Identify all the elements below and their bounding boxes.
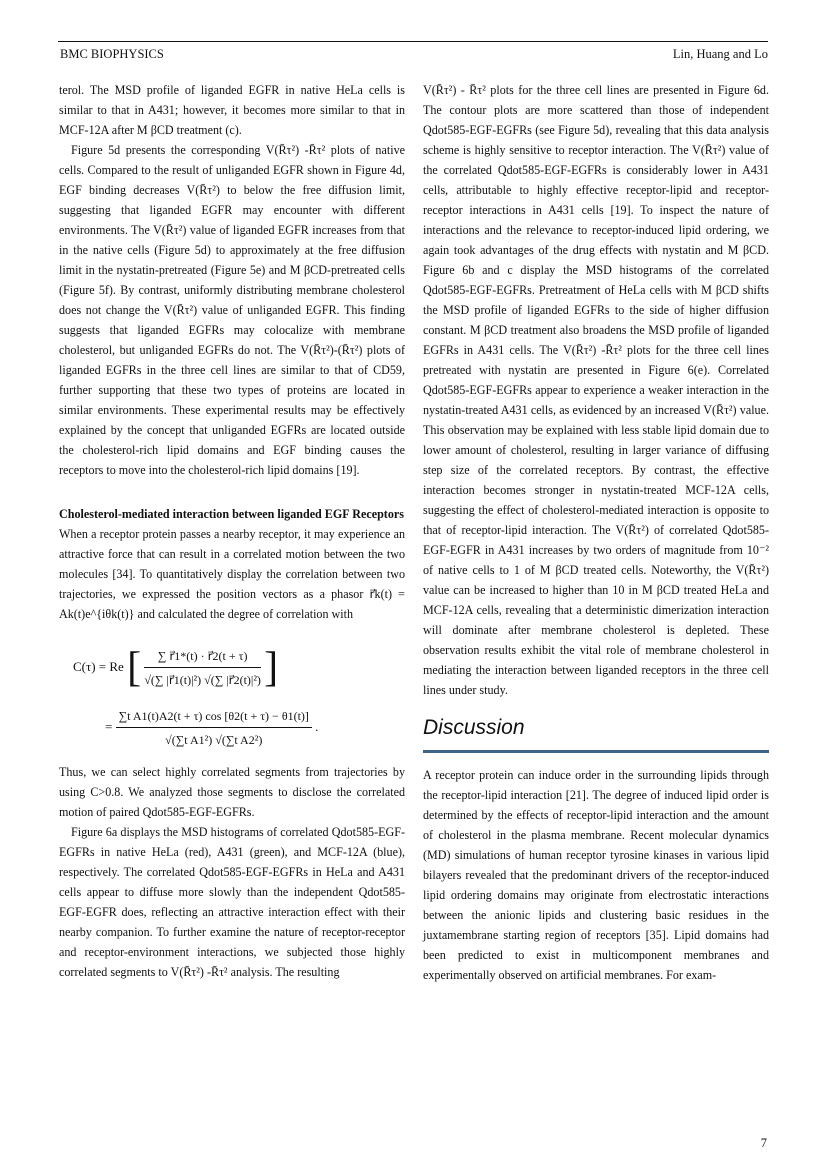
journal-name: BMC BIOPHYSICS <box>60 47 164 61</box>
equation-fraction <box>144 646 261 690</box>
discussion-rule <box>423 750 769 753</box>
bracket-left: [ <box>127 645 142 691</box>
correlation-equation <box>59 632 405 752</box>
equation-fraction <box>116 706 312 750</box>
equation-line-1 <box>73 646 278 690</box>
paragraph: Thus, we can select highly correlated segments from trajectories by using C>0.8. We analyzed those segments to disclose the correlated motion of paired Qdot585-EGF-EGFRs. <box>59 765 405 819</box>
discussion-heading: Discussion <box>423 716 525 739</box>
right-column <box>423 80 769 985</box>
equation-end: . <box>315 718 319 734</box>
fraction-numerator: ∑t A1(t)A2(t + τ) cos [θ2(t + τ) − θ1(t)] <box>116 706 312 728</box>
bracket-right: ] <box>264 645 279 691</box>
paragraph: When a receptor protein passes a nearby receptor, it may experience an attractive force that can result in a correlated motion between the two molecules [34]. To quantitatively display the correlation between two trajectories, we expressed the position vectors as a phasor r⃗k(t) = Ak(t)e^{iθk(t)} and calculated the degree of correlation with <box>59 527 405 621</box>
equation-lhs: = <box>105 718 113 734</box>
fraction-denominator: √(∑t A1²) √(∑t A2²) <box>165 733 263 747</box>
fraction-denominator: √(∑ |r⃗1(t)|²) √(∑ |r⃗2(t)|²) <box>144 673 261 687</box>
section-heading: Cholesterol-mediated interaction between liganded EGF Receptors <box>59 507 404 521</box>
author-names: Lin, Huang and Lo <box>672 47 768 61</box>
paragraph: terol. The MSD profile of liganded EGFR in native HeLa cells is similar to that in A431; however, it becomes more similar to that in MCF-12A after M βCD treatment (c). <box>59 83 405 137</box>
page-number: 7 <box>760 1136 767 1150</box>
paragraph: V(R̄τ²) - R̄τ² plots for the three cell lines are presented in Figure 6d. The contour plots are more scattered than those of independent Qdot585-EGF-EGFRs (see Figure 5d), revealing that this data analysis scheme is highly sensitive to receptor interaction. The V(R̄τ²) value of the correlated Qdot585-EGF-EGFRs is considerably lower in A431 cells, attributable to highly effective receptor-lipid and receptor-receptor interactions in A431 cells [19]. To inspect the nature of interactions and the relevance to receptor-induced lipid ordering, we again took advantages of the drug effects with nystatin and M βCD. Figure 6b and c display the MSD histograms of the correlated Qdot585-EGF-EGFRs. Pretreatment of HeLa cells with M βCD shifts the MSD profile of liganded EGFRs to the side of higher diffusion constant. M βCD treatment also broadens the MSD profile of liganded EGFRs in A431 cells. The V(R̄τ²) -R̄τ² plots for the three cell lines pretreated with nystatin are presented in Figure 6(e). Correlated Qdot585-EGF-EGFRs appear to experience a weaker interaction in the nystatin-treated A431 cells, as evidenced by an increased V(R̄τ²) value. This observation may be explained with less stable lipid domain due to lower amount of cholesterol, resulting in larger variance of diffusing step size of the correlated receptors. By contrast, the effective interaction becomes stronger in nystatin-treated MCF-12A cells, suggesting the effect of cholesterol-mediated interaction is opposite to that of receptor-lipid interaction. The V(R̄τ²) of correlated Qdot585-EGF-EGFR in A431 increases by two orders of magnitude from 10⁻² of native cells to 1 of M βCD treated cells. Noteworthy, the V(R̄τ²) value can be increased to higher than 10 in M βCD treated HeLa and MCF-12A cells, revealing that a deterministic dimerization interaction will dominate after membrane cholesterol is depleted. These observation results exhibit the vital role of membrane cholesterol in mediating the interaction between liganded receptors in the three cell lines under study. <box>423 83 769 697</box>
header-rule <box>58 41 768 42</box>
left-column <box>59 80 405 982</box>
equation-line-2 <box>105 706 318 750</box>
fraction-numerator: ∑ r⃗1*(t) · r⃗2(t + τ) <box>144 646 261 668</box>
paragraph: Figure 5d presents the corresponding V(R̄τ²) -R̄τ² plots of native cells. Compared to the result of unliganded EGFR shown in Figure 4d, EGF binding decreases V(R̄τ²) to below the free diffusion limit, suggesting that liganded EGFR may encounter with different environments. The V(R̄τ²) value of liganded EGFR increases from that in the native cells (Figure 5d) to approximately at the free diffusion limit in the nystatin-pretreated (Figure 5e) and M βCD-pretreated cells (Figure 5f). By contrast, uniformly distributing membrane cholesterol does not change the V(R̄τ²) value of unliganded EGFR. This finding suggests that liganded EGFRs may colocalize with membrane cholesterol, but unliganded EGFRs do not. The V(R̄τ²)-(R̄τ²) plots of liganded EGFRs in the three cell lines are similar to that of CD59, further supporting that these two types of proteins are located in similar environments. These experimental results may be effectively explained by the concept that unliganded EGFRs are located outside the cholesterol-rich lipid domains and EGF binding causes the receptors to move into the cholesterol-rich lipid domains [19]. <box>59 143 405 477</box>
paragraph: A receptor protein can induce order in the surrounding lipids through the receptor-lipid interaction [21]. The degree of induced lipid order is determined by the effects of receptor-lipid interaction and the amount of cholesterol in the plasma membrane. Recent molecular dynamics (MD) simulations of human receptor tyrosine kinases in various lipid bilayers revealed that the predominant drivers of the receptor-induced lipid ordering domains may originate from electrostatic interactions between the anionic lipids and clustering basic residues in the juxtamembrane starting region of receptors [35]. Lipid domains had been predicted to exist in multicomponent membranes and experimentally observed on artificial membranes. For exam- <box>423 768 769 982</box>
equation-lhs: C(τ) = Re <box>73 658 124 674</box>
paragraph: Figure 6a displays the MSD histograms of correlated Qdot585-EGF-EGFRs in native HeLa (red), A431 (green), and MCF-12A (blue), respectively. The correlated Qdot585-EGF-EGFRs in HeLa and A431 cells appear to diffuse more slowly than the independent Qdot585-EGF-EGFR does, reflecting an attractive interaction effect with their nearby companion. To further examine the nature of receptor-receptor and receptor-environment interactions, we subjected those highly correlated segments to V(R̄τ²) -R̄τ² analysis. The resulting <box>59 825 405 979</box>
